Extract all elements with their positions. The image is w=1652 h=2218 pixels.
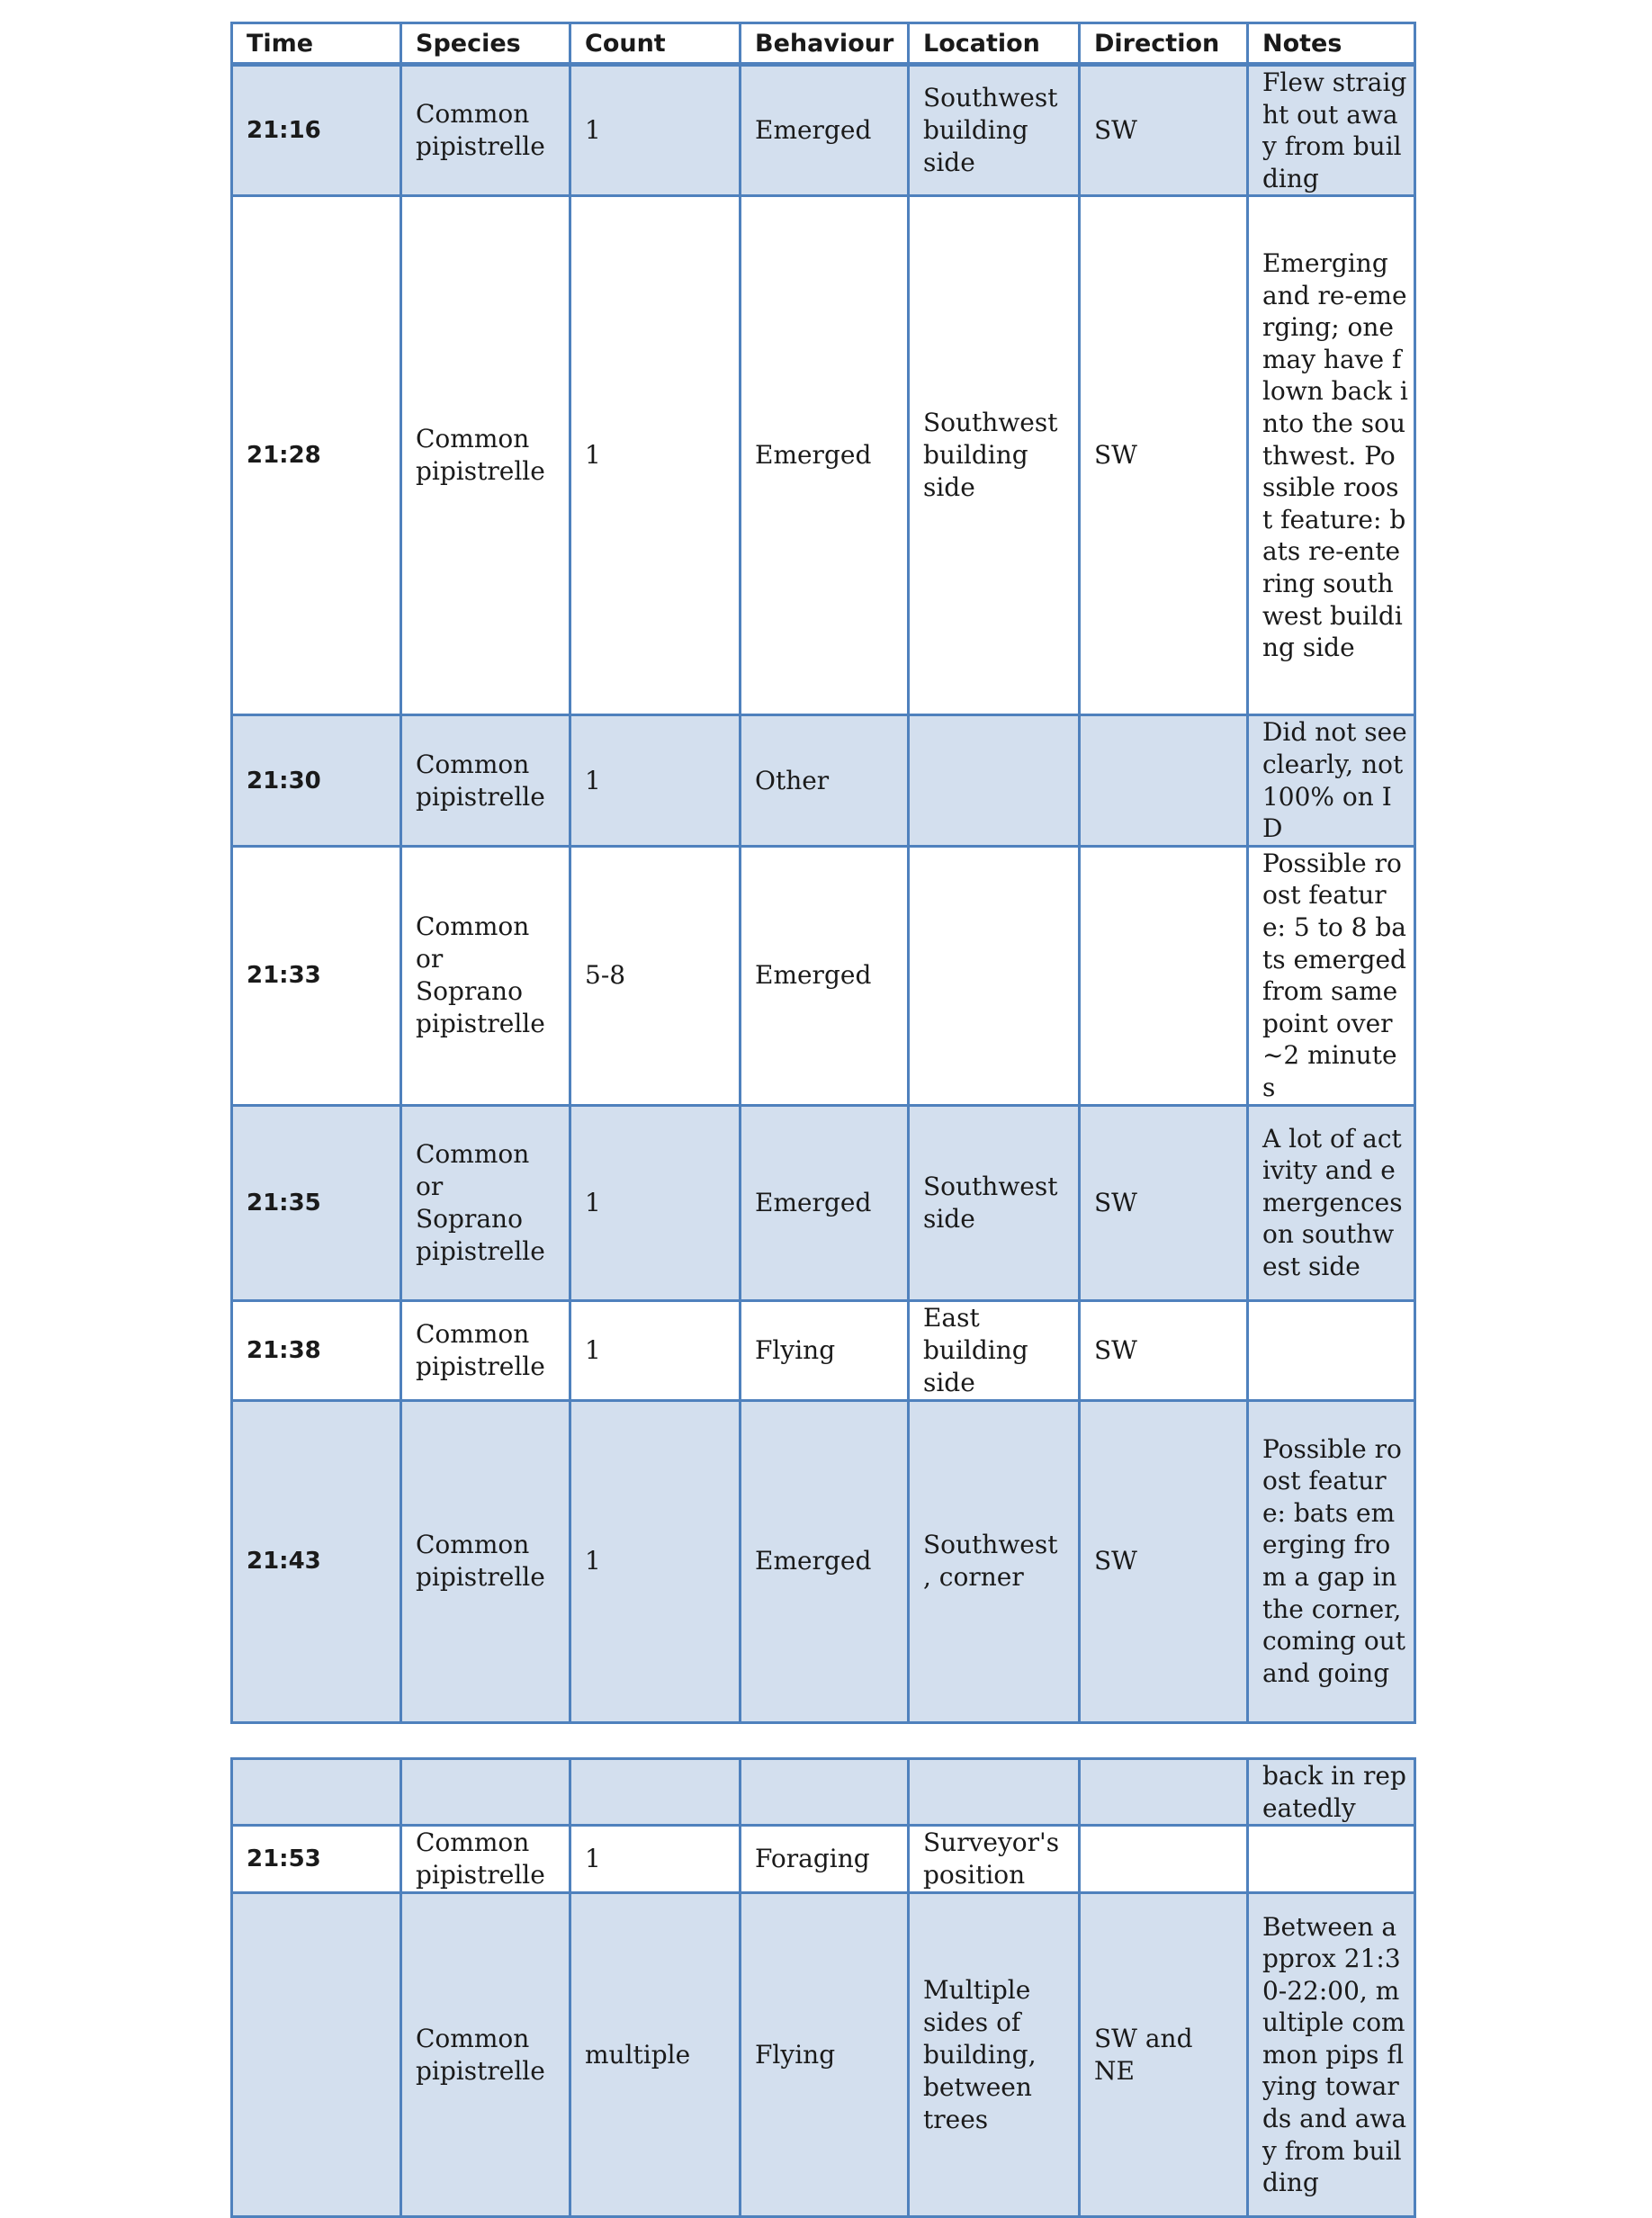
cell-species: Common pipistrelle	[401, 1893, 570, 2217]
table-row	[232, 846, 1415, 1105]
cell-direction: SW	[1079, 196, 1247, 715]
cell-count: 1	[570, 1826, 741, 1893]
cell-time: 21:53	[232, 1826, 401, 1893]
cell-behaviour: Emerged	[741, 1105, 909, 1300]
table-header-row	[232, 23, 1415, 65]
cell-count: 1	[570, 1400, 741, 1722]
table-row	[232, 1300, 1415, 1400]
cell-behaviour: Foraging	[741, 1826, 909, 1893]
cell-location: Southwest, corner	[908, 1400, 1079, 1722]
cell-notes: Between approx 21:30-22:00, multiple common pips flying towards and away from building	[1247, 1893, 1414, 2217]
cell-notes: Possible roost feature: bats emerging from a gap in the corner, coming out and going	[1247, 1400, 1414, 1722]
cell-species: Common pipistrelle	[401, 65, 570, 196]
table-row	[232, 1826, 1415, 1893]
header-behaviour: Behaviour	[741, 23, 909, 65]
header-count: Count	[570, 23, 741, 65]
cell-direction: SW	[1079, 1105, 1247, 1300]
cell-direction	[1079, 846, 1247, 1105]
cell-location	[908, 846, 1079, 1105]
header-species: Species	[401, 23, 570, 65]
header-time: Time	[232, 23, 401, 65]
cell-time: 21:30	[232, 715, 401, 846]
cell-count: 1	[570, 196, 741, 715]
cell-time: 21:35	[232, 1105, 401, 1300]
table-row	[232, 1400, 1415, 1722]
header-notes: Notes	[1247, 23, 1414, 65]
cell-notes: Emerging and re-emerging; one may have flown back into the southwest. Possible roost feature: bats re-entering southwest building side	[1247, 196, 1414, 715]
bat-survey-table	[230, 22, 1416, 1724]
cell-direction	[1079, 1826, 1247, 1893]
cell-direction: SW	[1079, 65, 1247, 196]
table-row	[232, 65, 1415, 196]
cell-direction	[1079, 1759, 1247, 1826]
cell-notes: back in repeatedly	[1247, 1759, 1414, 1826]
table-row	[232, 715, 1415, 846]
cell-species: Common pipistrelle	[401, 196, 570, 715]
cell-location: Southwest building side	[908, 196, 1079, 715]
cell-time: 21:43	[232, 1400, 401, 1722]
cell-time	[232, 1893, 401, 2217]
cell-species	[401, 1759, 570, 1826]
cell-direction	[1079, 715, 1247, 846]
cell-location: Southwest building side	[908, 65, 1079, 196]
cell-species: Common or Soprano pipistrelle	[401, 846, 570, 1105]
cell-count: 1	[570, 1105, 741, 1300]
cell-notes: Possible roost feature: 5 to 8 bats emerged from same point over ~2 minutes	[1247, 846, 1414, 1105]
bat-survey-table-continued	[230, 1757, 1416, 2218]
cell-behaviour: Other	[741, 715, 909, 846]
cell-notes	[1247, 1300, 1414, 1400]
cell-location	[908, 715, 1079, 846]
cell-notes	[1247, 1826, 1414, 1893]
cell-behaviour	[741, 1759, 909, 1826]
cell-time: 21:38	[232, 1300, 401, 1400]
cell-count: 1	[570, 1300, 741, 1400]
cell-count: 1	[570, 715, 741, 846]
cell-behaviour: Emerged	[741, 1400, 909, 1722]
table-row	[232, 1105, 1415, 1300]
cell-count: 1	[570, 65, 741, 196]
cell-notes: A lot of activity and emergences on southwest side	[1247, 1105, 1414, 1300]
table-row	[232, 1759, 1415, 1826]
cell-location: Multiple sides of building, between trees	[908, 1893, 1079, 2217]
cell-time: 21:33	[232, 846, 401, 1105]
header-location: Location	[908, 23, 1079, 65]
cell-count: 5-8	[570, 846, 741, 1105]
cell-location: Southwest side	[908, 1105, 1079, 1300]
cell-behaviour: Emerged	[741, 846, 909, 1105]
cell-location	[908, 1759, 1079, 1826]
header-direction: Direction	[1079, 23, 1247, 65]
cell-behaviour: Emerged	[741, 196, 909, 715]
cell-behaviour: Flying	[741, 1300, 909, 1400]
cell-behaviour: Flying	[741, 1893, 909, 2217]
cell-count	[570, 1759, 741, 1826]
cell-notes: Flew straight out away from building	[1247, 65, 1414, 196]
cell-time: 21:16	[232, 65, 401, 196]
cell-location: East building side	[908, 1300, 1079, 1400]
cell-notes: Did not see clearly, not 100% on ID	[1247, 715, 1414, 846]
cell-behaviour: Emerged	[741, 65, 909, 196]
cell-time: 21:28	[232, 196, 401, 715]
cell-count: multiple	[570, 1893, 741, 2217]
cell-species: Common pipistrelle	[401, 715, 570, 846]
table-row	[232, 1893, 1415, 2217]
cell-time	[232, 1759, 401, 1826]
cell-direction: SW	[1079, 1400, 1247, 1722]
cell-location: Surveyor's position	[908, 1826, 1079, 1893]
cell-species: Common or Soprano pipistrelle	[401, 1105, 570, 1300]
cell-species: Common pipistrelle	[401, 1826, 570, 1893]
table-row	[232, 196, 1415, 715]
cell-species: Common pipistrelle	[401, 1300, 570, 1400]
cell-direction: SW and NE	[1079, 1893, 1247, 2217]
cell-direction: SW	[1079, 1300, 1247, 1400]
cell-species: Common pipistrelle	[401, 1400, 570, 1722]
